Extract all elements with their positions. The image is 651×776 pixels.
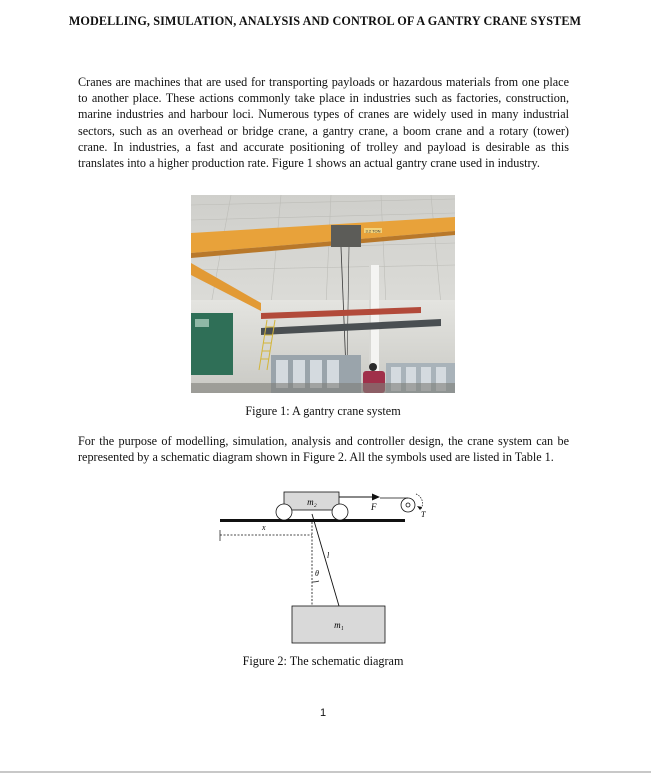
figure-1-caption: Figure 1: A gantry crane system: [245, 404, 401, 418]
left-wheel: [276, 504, 292, 520]
schematic-paragraph: For the purpose of modelling, simulation, analysis and controller design, the crane system can be represented by a schematic diagram shown in Figure 2. All the symbols used are listed in Table 1.: [78, 434, 569, 465]
right-wheel: [332, 504, 348, 520]
payload-mass-label: m₁: [334, 620, 344, 630]
angle-arc: [312, 581, 319, 582]
cable-length-label: l: [327, 551, 330, 560]
torque-label: T: [421, 510, 426, 519]
figure-2-caption: Figure 2: The schematic diagram: [242, 654, 404, 668]
gantry-crane-photo: [191, 195, 455, 393]
page-number: 1: [319, 707, 327, 719]
page-bottom-rule: [0, 771, 651, 773]
document-title: MODELLING, SIMULATION, ANALYSIS AND CONTROL OF A GANTRY CRANE SYSTEM: [68, 14, 582, 28]
schematic-diagram: [210, 488, 440, 648]
crane-capacity-text: 3.2 TON: [365, 228, 381, 234]
rail: [220, 519, 405, 522]
position-label: x: [262, 523, 266, 532]
trolley-mass-label: m₂: [307, 497, 317, 507]
cable: [312, 514, 339, 606]
force-label: F: [371, 502, 377, 512]
angle-label: θ: [315, 569, 319, 578]
intro-paragraph: Cranes are machines that are used for transporting payloads or hazardous materials from one place to another place. These actions commonly take place in industries such as factories, construction, marine industries and harbour loci. Numerous types of cranes are widely used in many industrial sectors, such as an overhead or bridge crane, a gantry crane, a boom crane and a rotary (tower) crane. In industries, a fast and accurate positioning of trolley and payload is desirable as this translates into a higher production rate. Figure 1 shows an actual gantry crane used in industry.: [78, 75, 569, 171]
